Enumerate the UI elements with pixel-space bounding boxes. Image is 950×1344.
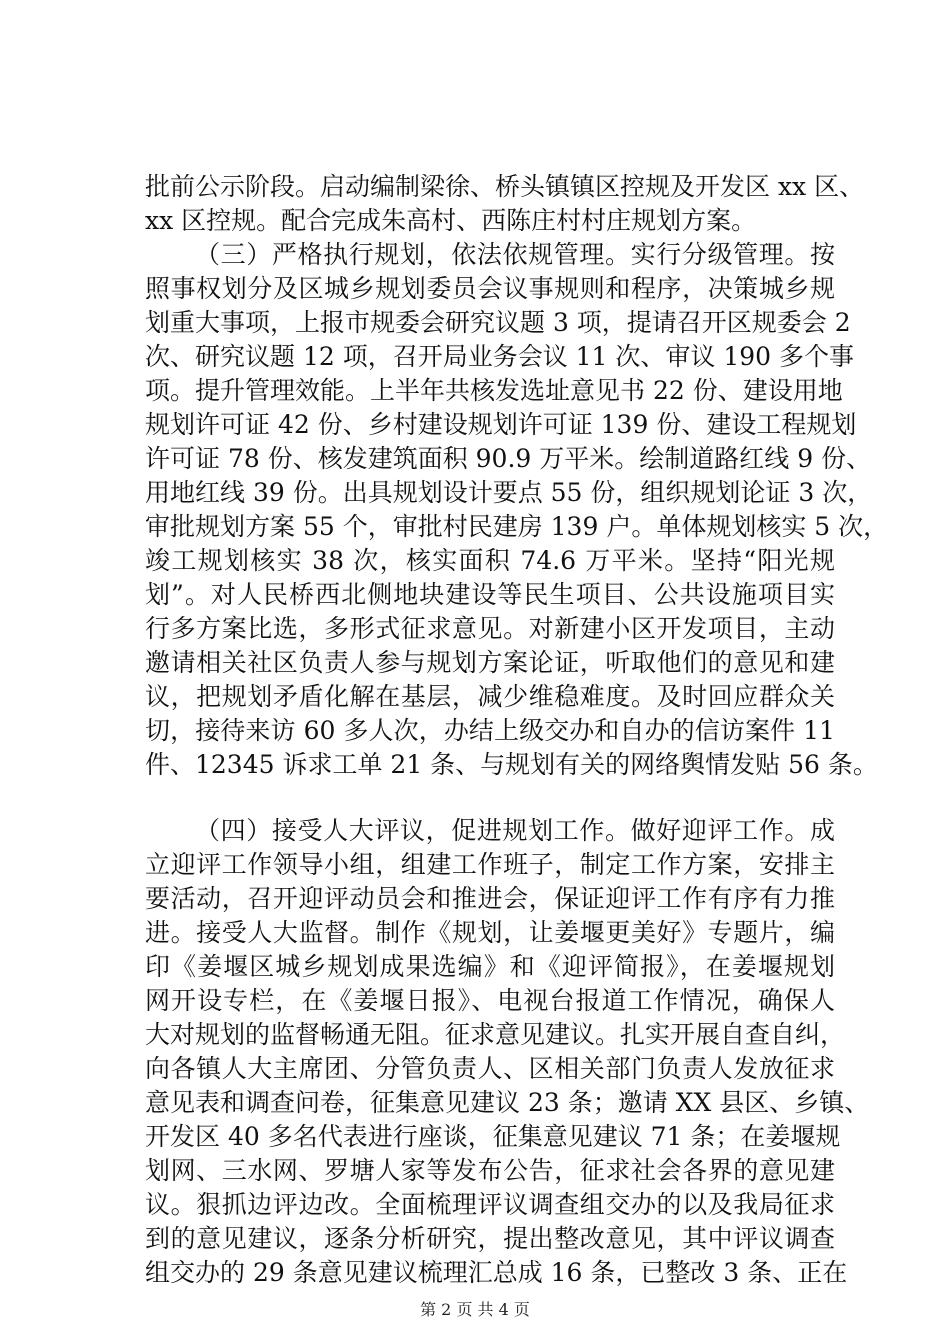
text-line: xx 区控规。配合完成朱高村、西陈庄村村庄规划方案。 <box>145 206 757 235</box>
text-line: 规划许可证 42 份、乡村建设规划许可证 139 份、建设工程规划 <box>145 410 857 439</box>
text-line: 意见表和调查问卷，征集意见建议 23 条；邀请 XX 县区、乡镇、 <box>145 1088 870 1117</box>
text-line: 项。提升管理效能。上半年共核发选址意见书 22 份、建设用地 <box>145 376 843 405</box>
text-line: 议。狠抓边评边改。全面梳理评议调查组交办的以及我局征求 <box>145 1190 835 1219</box>
text-line: 切，接待来访 60 多人次，办结上级交办和自办的信访案件 11 <box>145 716 835 745</box>
paragraph-4-first-line: （四）接受人大评议，促进规划工作。做好迎评工作。成 <box>195 816 835 845</box>
text-line: 竣工规划核实 38 次，核实面积 74.6 万平米。坚持“阳光规 <box>145 546 835 575</box>
text-line: 用地红线 39 份。出具规划设计要点 55 份，组织规划论证 3 次， <box>145 478 873 507</box>
text-line: 议，把规划矛盾化解在基层，减少维稳难度。及时回应群众关 <box>145 682 835 711</box>
text-line: 划”。对人民桥西北侧地块建设等民生项目、公共设施项目实 <box>145 580 835 609</box>
text-line: 大对规划的监督畅通无阻。征求意见建议。扎实开展自查自纠， <box>145 1020 846 1049</box>
text-line: 向各镇人大主席团、分管负责人、区相关部门负责人发放征求 <box>145 1054 835 1083</box>
text-line: 邀请相关社区负责人参与规划方案论证，听取他们的意见和建 <box>145 648 835 677</box>
text-line: 印《姜堰区城乡规划成果选编》和《迎评简报》，在姜堰规划 <box>145 952 835 981</box>
text-line: 批前公示阶段。启动编制梁徐、桥头镇镇区控规及开发区 xx 区、 <box>145 172 865 201</box>
text-line: 立迎评工作领导小组，组建工作班子，制定工作方案，安排主 <box>145 850 835 879</box>
text-line: 划网、三水网、罗塘人家等发布公告，征求社会各界的意见建 <box>145 1156 835 1185</box>
text-line: 照事权划分及区城乡规划委员会议事规则和程序，决策城乡规 <box>145 274 835 303</box>
text-line: 行多方案比选，多形式征求意见。对新建小区开发项目，主动 <box>145 614 835 643</box>
text-line: 审批规划方案 55 个，审批村民建房 139 户。单体规划核实 5 次， <box>145 512 889 541</box>
text-line: 次、研究议题 12 项，召开局业务会议 11 次、审议 190 多个事 <box>145 342 855 371</box>
page-number-footer: 第 2 页 共 4 页 <box>420 1300 530 1319</box>
text-line: 网开设专栏，在《姜堰日报》、电视台报道工作情况，确保人 <box>145 986 835 1015</box>
text-line: 开发区 40 多名代表进行座谈，征集意见建议 71 条；在姜堰规 <box>145 1122 841 1151</box>
paragraph-3-first-line: （三）严格执行规划，依法依规管理。实行分级管理。按 <box>195 240 835 269</box>
text-line: 件、12345 诉求工单 21 条、与规划有关的网络舆情发贴 56 条。 <box>145 750 878 779</box>
text-line: 划重大事项，上报市规委会研究议题 3 项，提请召开区规委会 2 <box>145 308 851 337</box>
text-line: 许可证 78 份、核发建筑面积 90.9 万平米。绘制道路红线 9 份、 <box>145 444 872 473</box>
text-line: 到的意见建议，逐条分析研究，提出整改意见，其中评议调查 <box>145 1224 835 1253</box>
text-line: 组交办的 29 条意见建议梳理汇总成 16 条，已整改 3 条、正在 <box>145 1258 848 1287</box>
text-line: 进。接受人大监督。制作《规划，让姜堰更美好》专题片，编 <box>145 918 835 947</box>
text-line: 要活动，召开迎评动员会和推进会，保证迎评工作有序有力推 <box>145 884 835 913</box>
